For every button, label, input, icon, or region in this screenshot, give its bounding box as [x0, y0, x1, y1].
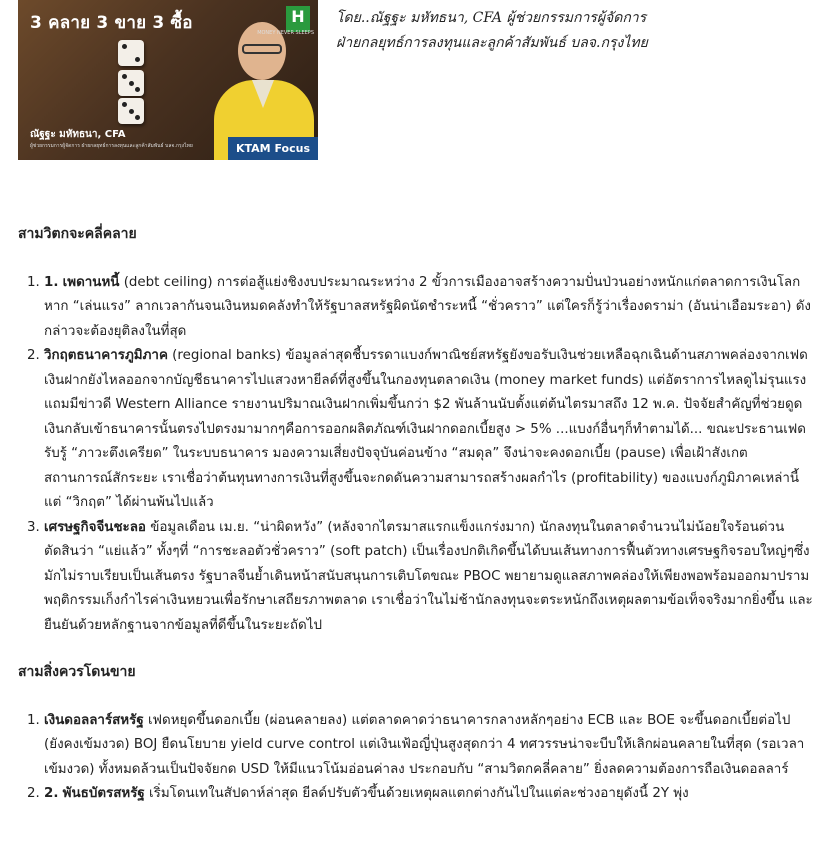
item-body: (regional banks) ข้อมูลล่าสุดชี้บรรดาแบงก์พาณิชย์สหรัฐยังขอรับเงินช่วยเหลือฉุกเฉินด้านสภาพคล่องจากเฟด เงินฝากยังไหลออกจากบัญชีธนาคารไปแสวงหายีลด์ที่สูงขึ้นในกองทุนตลาดเงิน (money market funds) แต่อัตราการไหลดูไม่รุนแรง แถมมีข่าวดี Western Alliance รายงานปริมาณเงินฝากเพิ่มขึ้นกว่า $2 พันล้านนับตั้งแต่ต้นไตรมาสถึง 12 พ.ค. ปัจจัยสำคัญที่ช่วยดูดเงินกลับเข้าธนาคารนั้นตรงไปตรงมามากๆคือการออกผลิตภัณฑ์เงินฝากดอกเบี้ยสูง > 5% ...แบงก์อื่นๆก็ทำตามได้... ขณะประธานเฟดรับรู้ “ภาวะตึงเครียด” ในระบบธนาคาร มองความเสี่ยงปัจจุบันค่อนข้าง “สมดุล” จึงน่าจะคงดอกเบี้ย (pause) เพื่อเฝ้าสังเกตสถานการณ์สักระยะ เราเชื่อว่าต้นทุนทางการเงินที่สูงขึ้นจะกดดันความสามารถสร้างผลกำไร (profitability) ของแบงก์ภูมิภาคเหล่านี้ แต่ “วิกฤต” ได้ผ่านพ้นไปแล้ว — [44, 348, 808, 510]
list-item — [44, 709, 814, 783]
dice-icon — [118, 70, 144, 96]
item-title: เงินดอลลาร์สหรัฐ — [44, 712, 144, 728]
list-item — [44, 271, 814, 345]
item-title: วิกฤตธนาคารภูมิภาค — [44, 348, 168, 363]
item-title: พันธบัตรสหรัฐ — [62, 786, 145, 801]
hero-speaker-name: ณัฐฐะ มหัทธนา, CFA — [30, 129, 126, 140]
section-list — [18, 271, 814, 639]
hero-title: 3 คลาย 3 ขาย 3 ซื้อ — [30, 13, 193, 33]
section-heading: สามวิตกจะคลี่คลาย — [18, 226, 137, 242]
item-body: เฟดหยุดขึ้นดอกเบี้ย (ผ่อนคลายลง) แต่ตลาดคาดว่าธนาคารกลางหลักๆอย่าง ECB และ BOE จะขึ้นดอกเบี้ยต่อไป (ยังคงเข้มงวด) BOJ ยืดนโยบาย yield curve control แต่เงินเฟ้อญี่ปุ่นสูงสุดกว่า 4 ทศวรรษน่าจะบีบให้เลิกผ่อนคลายในที่สุด (รอเวลาเข้มงวด) ทั้งหมดล้วนเป็นปัจจัยกด USD ให้มีแนวโน้มอ่อนค่าลง ประกอบกับ “สามวิตกคลี่คลาย” ยิ่งลดความต้องการถือเงินดอลลาร์ — [44, 712, 805, 777]
item-body: ข้อมูลเดือน เม.ย. “น่าผิดหวัง” (หลังจากไตรมาสแรกแข็งแกร่งมาก) นักลงทุนในตลาดจำนวนไม่น้อยใจร้อนด่วนตัดสินว่า “แย่แล้ว” ทั้งๆที่ “การชะลอตัวชั่วคราว” (soft patch) เป็นเรื่องปกติเกิดขึ้นได้บนเส้นทางการฟื้นตัวทางเศรษฐกิจรอบใหญ่ๆซึ่งมักไม่ราบเรียบเป็นเส้นตรง รัฐบาลจีนย้ำเดินหน้าสนับสนุนการเติบโตขณะ PBOC พยายามดูแลสภาพคล่องให้เพียงพอพร้อมออกมาปรามพฤติกรรมเก็งกำไรค่าเงินหยวนเพื่อรักษาเสถียรภาพตลาด เราเชื่อว่าในไม่ช้านักลงทุนจะตระหนักถึงเหตุผลตามข้อเท็จจริงมากยิ่งขึ้น และยืนยันด้วยหลักฐานจากข้อมูลที่ดีขึ้นในระยะถัดไป — [44, 519, 813, 633]
hero-speaker-role: ผู้ช่วยกรรมการผู้จัดการ ฝ่ายกลยุทธ์การลงทุนและลูกค้าสัมพันธ์ บลจ.กรุงไทย — [30, 143, 193, 149]
dice-icon — [118, 98, 144, 124]
hero-series-tag: KTAM Focus — [228, 137, 318, 160]
article-hero-image — [18, 0, 318, 160]
article-byline — [336, 6, 816, 56]
byline-line-2: ฝ่ายกลยุทธ์การลงทุนและลูกค้าสัมพันธ์ บลจ.กรุงไทย — [336, 35, 648, 51]
brand-logo-icon: H — [286, 6, 310, 32]
section-list — [18, 709, 814, 807]
item-inline-number: 2. — [44, 786, 59, 801]
item-title: เพดานหนี้ — [62, 274, 120, 290]
item-body: (debt ceiling) การต่อสู้แย่งชิงงบประมาณระหว่าง 2 ขั้วการเมืองอาจสร้างความปั่นป่วนอย่างหนักแก่ตลาดการเงินโลกหาก “เล่นแรง” ลากเวลากันจนเงินหมดคลังทำให้รัฐบาลสหรัฐผิดนัดชำระหนี้ “ชั่วคราว” แต่ใครก็รู้ว่าเรื่องดราม่า (อันน่าเอือมระอา) ดังกล่าวจะต้องยุติลงในที่สุด — [44, 274, 811, 339]
brand-logo-subtext: MONEY NEVER SLEEPS — [257, 30, 314, 36]
section-heading: สามสิ่งควรโดนขาย — [18, 664, 136, 680]
list-item — [44, 344, 814, 516]
item-title: เศรษฐกิจจีนชะลอ — [44, 519, 146, 535]
byline-line-1: โดย..ณัฐฐะ มหัทธนา, CFA ผู้ช่วยกรรมการผู้จัดการ — [336, 10, 647, 26]
item-inline-number: 1. — [44, 274, 59, 290]
list-item — [44, 516, 814, 639]
item-body: เริ่มโดนเทในสัปดาห์ล่าสุด ยีลด์ปรับตัวขึ้นด้วยเหตุผลแตกต่างกันไปในแต่ละช่วงอายุดังนี้ 2Y พุ่ง — [144, 786, 689, 801]
article-body — [18, 222, 814, 829]
list-item — [44, 782, 814, 807]
dice-icon — [118, 40, 144, 66]
